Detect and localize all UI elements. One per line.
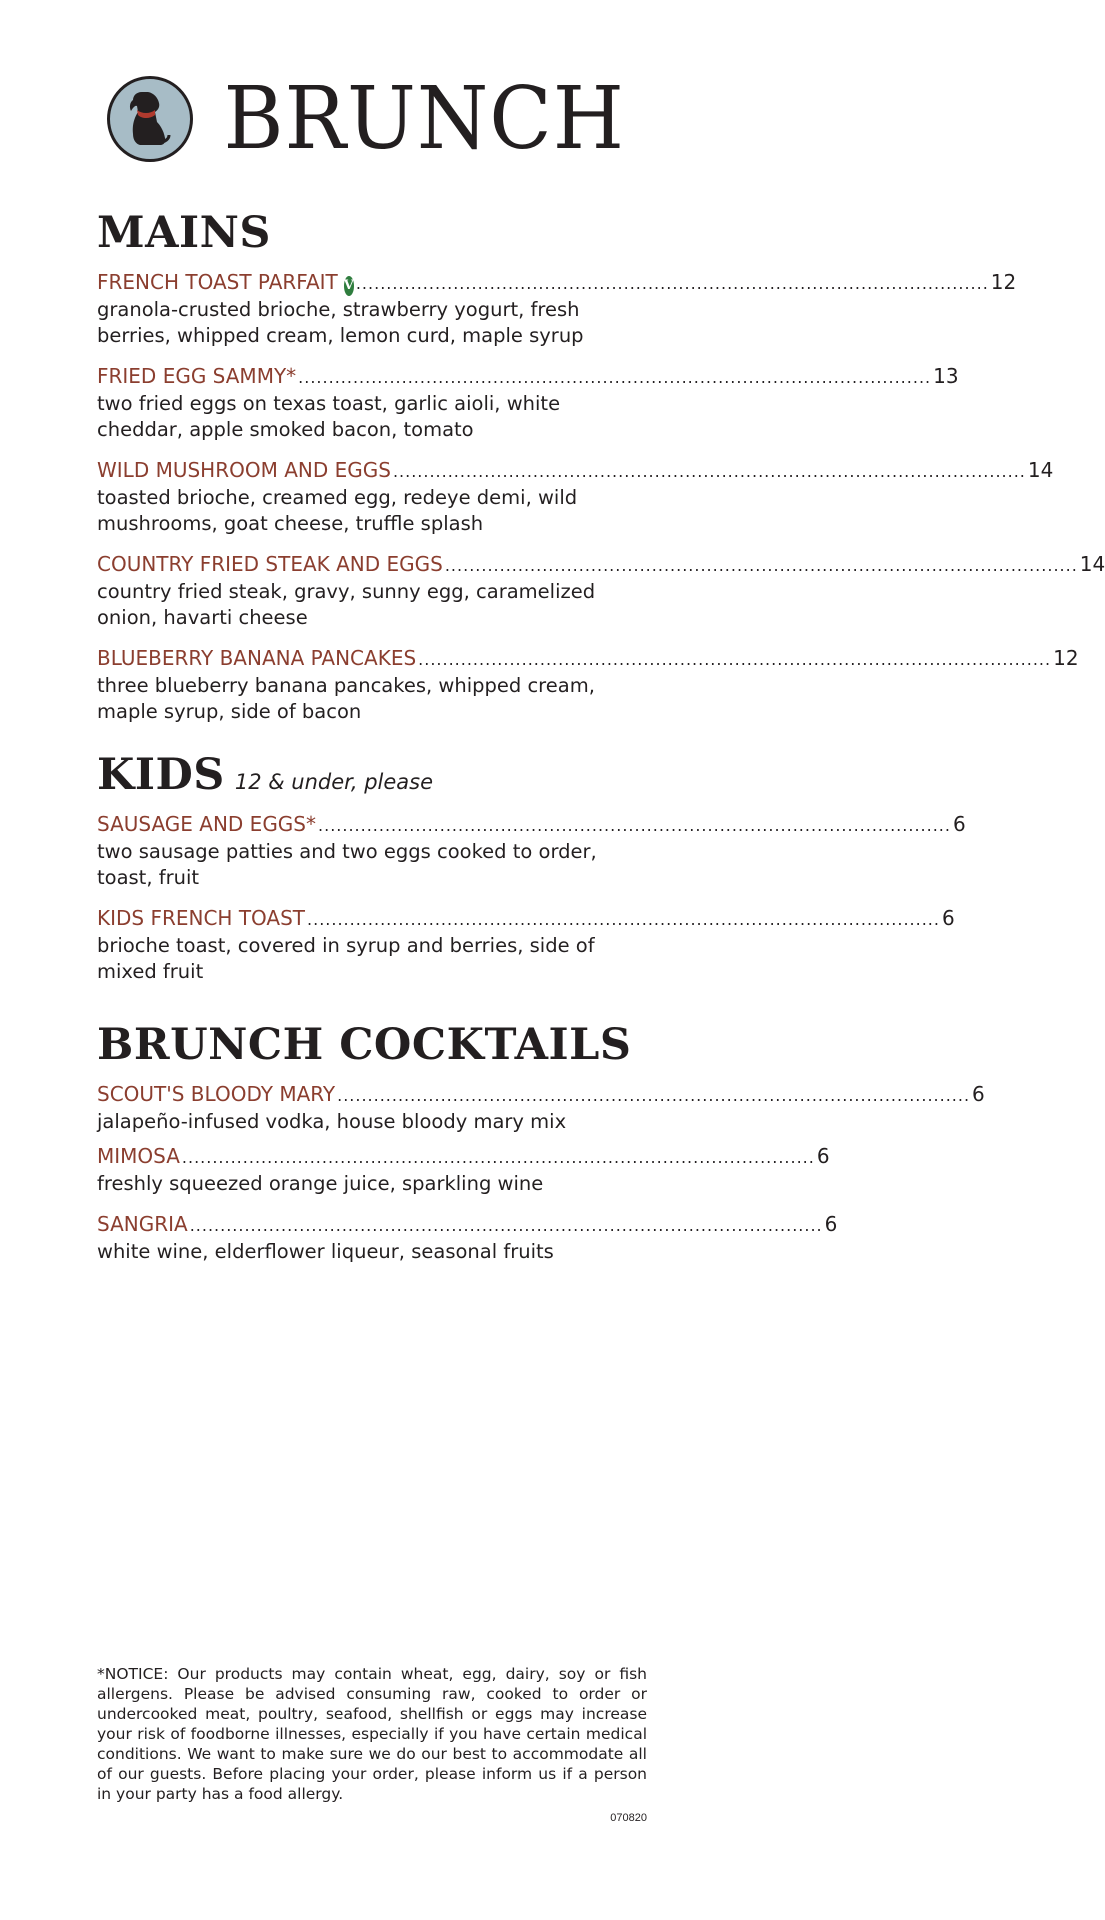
menu-item bbox=[97, 905, 955, 985]
section-heading-cocktails: BRUNCH COCKTAILS bbox=[97, 1020, 632, 1070]
dog-silhouette-icon bbox=[124, 88, 176, 150]
item-description: country fried steak, gravy, sunny egg, caramelized onion, havarti cheese bbox=[97, 580, 596, 629]
menu-item bbox=[97, 363, 959, 443]
cocktails-section bbox=[97, 1020, 985, 1279]
dot-leader: ........................................................................................................ bbox=[181, 1148, 815, 1167]
dot-leader: ........................................................................................................ bbox=[418, 650, 1052, 669]
item-name: BLUEBERRY BANANA PANCAKES bbox=[97, 646, 417, 670]
dot-leader: ........................................................................................................ bbox=[298, 368, 932, 387]
allergen-notice: *NOTICE: Our products may contain wheat, egg, dairy, soy or fish allergens. Please be advised consuming raw, cooked to order or undercooked meat, poultry, seafood, shellfish or eggs may increase your risk of foodborne illnesses, especially if you have certain medical conditions. We want to make sure we do our best to accommodate all of our guests. Before placing your order, please inform us if a person in your party has a food allergy. bbox=[97, 1665, 647, 1803]
item-price: 6 bbox=[816, 1144, 830, 1168]
item-description: freshly squeezed orange juice, sparkling wine bbox=[97, 1172, 544, 1195]
item-description: two sausage patties and two eggs cooked to order, toast, fruit bbox=[97, 840, 597, 889]
item-description: granola-crusted brioche, strawberry yogurt, fresh berries, whipped cream, lemon curd, maple syrup bbox=[97, 298, 584, 347]
menu-item bbox=[97, 645, 1079, 725]
menu-item bbox=[97, 1143, 830, 1197]
menu-item bbox=[97, 811, 966, 891]
menu-item bbox=[97, 1081, 985, 1135]
item-name: FRIED EGG SAMMY* bbox=[97, 364, 297, 388]
item-name: COUNTRY FRIED STEAK AND EGGS bbox=[97, 552, 443, 576]
menu-item bbox=[97, 551, 1105, 631]
dot-leader: ........................................................................................................ bbox=[318, 816, 951, 835]
menu-item bbox=[97, 269, 1017, 349]
dot-leader: ........................................................................................................ bbox=[355, 274, 989, 293]
item-description: toasted brioche, creamed egg, redeye demi, wild mushrooms, goat cheese, truffle splash bbox=[97, 486, 578, 535]
item-name: FRENCH TOAST PARFAIT bbox=[97, 270, 338, 294]
dot-leader: ........................................................................................................ bbox=[337, 1086, 971, 1105]
item-price: 6 bbox=[824, 1212, 838, 1236]
item-name: SAUSAGE AND EGGS* bbox=[97, 812, 317, 836]
item-name: SCOUT'S BLOODY MARY bbox=[97, 1082, 336, 1106]
item-price: 6 bbox=[941, 906, 955, 930]
kids-section bbox=[97, 750, 966, 999]
item-description: three blueberry banana pancakes, whipped cream, maple syrup, side of bacon bbox=[97, 674, 595, 723]
mains-section bbox=[97, 208, 1105, 739]
vegetarian-badge-icon: V bbox=[344, 276, 354, 296]
dot-leader: ........................................................................................................ bbox=[444, 556, 1078, 575]
item-price: 14 bbox=[1079, 552, 1105, 576]
dot-leader: ........................................................................................................ bbox=[392, 462, 1026, 481]
dog-logo-icon bbox=[107, 76, 193, 162]
item-name: KIDS FRENCH TOAST bbox=[97, 906, 306, 930]
kids-heading-text: KIDS bbox=[97, 750, 225, 800]
dot-leader: ........................................................................................................ bbox=[307, 910, 940, 929]
item-name: WILD MUSHROOM AND EGGS bbox=[97, 458, 391, 482]
section-heading-kids bbox=[97, 750, 643, 800]
item-name: SANGRIA bbox=[97, 1212, 188, 1236]
item-price: 12 bbox=[990, 270, 1017, 294]
item-description: white wine, elderflower liqueur, seasonal fruits bbox=[97, 1240, 554, 1263]
item-description: jalapeño-infused vodka, house bloody mary mix bbox=[97, 1110, 567, 1133]
item-description: brioche toast, covered in syrup and berries, side of mixed fruit bbox=[97, 934, 595, 983]
item-name: MIMOSA bbox=[97, 1144, 180, 1168]
section-heading-mains: MAINS bbox=[97, 208, 271, 258]
menu-item bbox=[97, 1211, 838, 1265]
page-title: BRUNCH bbox=[223, 69, 625, 169]
menu-header bbox=[0, 69, 742, 169]
menu-code: 070820 bbox=[610, 1812, 647, 1824]
item-price: 13 bbox=[933, 364, 959, 388]
item-price: 6 bbox=[952, 812, 966, 836]
kids-subheading: 12 & under, please bbox=[234, 770, 434, 794]
item-price: 14 bbox=[1027, 458, 1054, 482]
menu-item bbox=[97, 457, 1054, 537]
item-price: 6 bbox=[972, 1082, 985, 1106]
item-price: 12 bbox=[1053, 646, 1079, 670]
item-description: two fried eggs on texas toast, garlic aioli, white cheddar, apple smoked bacon, tomato bbox=[97, 392, 561, 441]
dot-leader: ........................................................................................................ bbox=[189, 1216, 823, 1235]
